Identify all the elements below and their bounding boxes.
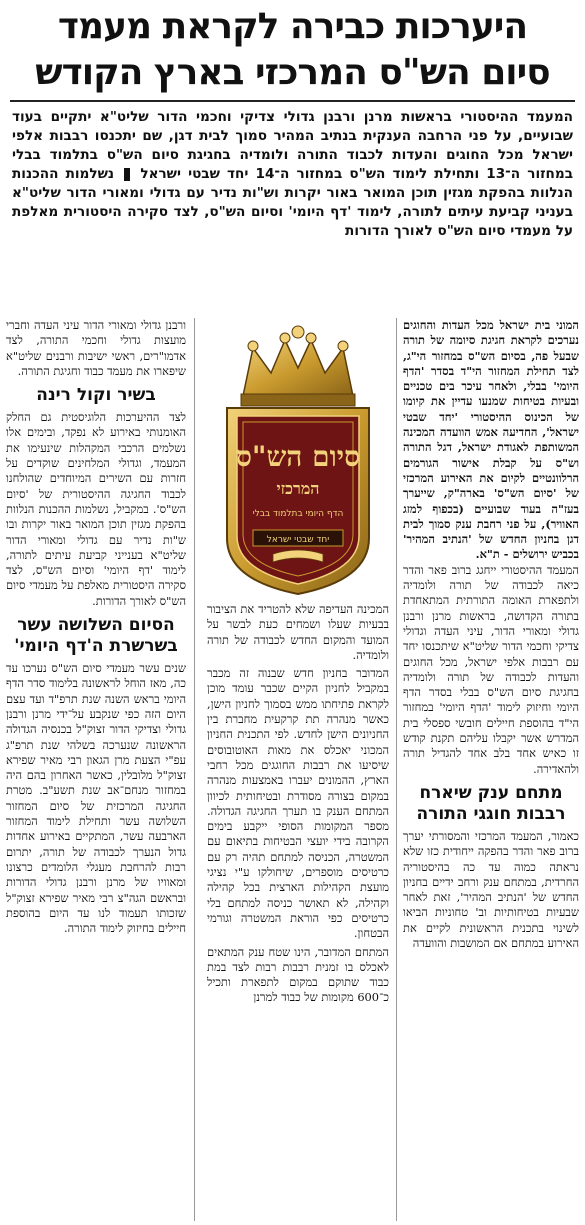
headline-line-2: סיום הש"ס המרכזי בארץ הקודש — [35, 52, 550, 93]
logo-subtitle: המרכזי — [276, 479, 320, 498]
right-paragraph-1: המוני בית ישראל מכל העדות והחוגים נערכים לקראת חגיגת סיומה של תורה שבעל פה, בסיום הש"ס במחזור הי"ג, לצד תחילת המחזור הי"ד בסדר 'הדף היומי' בבלי, ולאחר עיכר בים טכניים ובעיות בטיחות שמנעו עדיין את קיומו של הכינוס ההיסטורי 'יחד שבטי ישראל', החדיעה אמש הוועדה המכינה המשותפת לאגודת ישראל, דגל התורה וש"ס על קבלת אישור הגורמים הרלוונטיים לקיום את האירוע המרכזי של 'סיום הש"ס' בארה"ק, שייערך בעז"ה בעוד שבועיים (בכפוף למזג האוויר), על פני רחבת ענק סמוך לבית דגן בחניון החדש של 'הנתיב המהיר' בכביש ירושלים - ת"א. — [403, 318, 579, 562]
left-paragraph-2: לצד ההיערכות הלוגיסטית גם החלק האומנותי באירוע לא נפקד, ובימים אלו נשלמים הרכבי המקהלות שינעימו את המעמד, וגדולי המלחינים שוקדים על חזרות עם השירים המיוחדים שהולחנו לכבוד החגיגה ההיסטורית של 'סיום הש"ס'. במקביל, נשלמות ההכנות הנלוות בהפקת מגזין תוכן המואר באור יקרות ובו ש"ות נדיר עם גדולי ומאורי הדור שליט"א בענייני קביעת עיתים לתורה, לימוד 'דף היומי' וסיום הש"ס, לצד סקירה היסטורית מאלפת על מעמדי סיום הש"ס לאורך הדורות. — [6, 410, 186, 608]
right-paragraph-2: המעמד ההיסטורי ייחגג ברוב פאר והדר כיאה לכבודה של תורה ולומדיה ולתפארת האומה התורתית המתאחדת בתורה הקדושה, בראשות מרנן ורבנן גדולי ומאורי הדור, עיני העדה וגדולי צדיקי וחכמי הדור שליט"א שיתכנסו יחד עם רבבות אלפי ישראל, מכל החוגים והעדות לכבודה של תורה ולומדיה בחגיגת סיום הש"ס בבלי בסדר הדף היומי וחיזוק לימוד 'הדף היומי' במחזור הי"ד בהוספת חיילים חובשי ספסלי בית המדרש אשר יקבלו עליהם תקנת קודש זו כאיש אחד בלב אחד להגדיל תורה ולהאדירה. — [403, 562, 579, 776]
right-subheading: מתחם ענק שיארח רבבות חוגגי התורה — [416, 782, 566, 824]
right-paragraph-3: כאמור, המעמד המרכזי והמסורתי יערך ברוב פאר והדר בהפקה ייחודית כזו שלא נראתה כמוה עד כה בהיסטוריה החרדית, במתחם ענק ורחב ידיים בחניון החדש של 'הנתיב המהיר', זאת לאחר שבעיות בטיחותיות וב' טחוניות הביאו לשינוי בתכנית הראשונית לקיים את האירוע במתחם אם המושבות והוועדה — [403, 828, 579, 950]
logo-line-2: יחד שבטי ישראל — [266, 535, 330, 545]
column-divider — [396, 318, 397, 1221]
column-divider — [194, 318, 195, 1221]
square-bullet-icon — [124, 168, 130, 181]
lead-text-1: המעמד ההיסטורי בראשות מרנן ורבנן גדולי צדיקי וחכמי הדור שליט"א יתקיים בעוד שבועיים, על פני הרחבה הענקית בנתיב המהיר סמוך לבית דגן, שם יתכנסו רבבות אלפי ישראל מכל החוגים והעדות לכבוד התורה ולומדיה בחגיגת סיום הש"ס בתלמוד בבלי במחזור ה־13 ותחילת לימוד הש"ס במחזור ה־14 יחד שבטי ישראל — [12, 109, 574, 182]
logo-line-1: הדף היומי בתלמוד בבלי — [252, 509, 344, 519]
middle-paragraph-1: המכינה העדיפה שלא להטריד את הציבור בבעיות שעלו ושמחים כעת לבשר על המועד והמקום החדש לכבודה של תורה ולומדיה. — [207, 602, 389, 662]
lead-text-2: נשלמות ההכנות הנלוות בהפקת מגזין תוכן המואר באור יקרות וש"ות נדיר עם גדולי ומאורי הדור שליט"א בעניני קביעת עיתים לתורה, לימוד 'דף היומי' וסיום הש"ס, לצד סקירה היסטורית מאלפת על מעמדי סיום הש"ס לאורך הדורות — [12, 166, 573, 239]
logo-title: סיום הש"ס — [235, 440, 361, 473]
lead-paragraph — [6, 102, 579, 245]
middle-paragraph-3: המתחם המדובר, הינו שטח ענק המתאים לאכלס בו זמנית רבבות רבות לצד במת כבוד שתוקם במקום לתפארת ותכיל כ־600 מקומות של כבוד למרנן — [207, 944, 389, 1005]
middle-paragraph-2: המדובר בחניון חדש שבנוה זה מכבר במקביל לחניון הקיים שכבר עומד מוכן לקראת פתיחתו ממש בסמוך לחניון הישן, כאשר מנהרה תת קרקעית מחברת בין החניונים הישן לחדש. לפי התכנית החניון המכוני יאכלס את מאות האוטובוסים שיסיעו את רבבות החוגגים מכל רחבי הארץ, ההמונים יעברו באמצעות מנהרה במקום בצורה מסודרת ובטיחותית לכיוון המתחם הענק בו תערך החגיגה הגדולה. מספר המקומות הסופי ייקבע בימים הקרובה בידי יועצי הבטיחות בתיאום עם המשטרה, הכניסה למתחם תהיה רק עם כרטיסים מוספרים, שיחולקו ע"י נציגי מועצת הקהילות הארצית בכל קהילה וקהילה, לא תאושר כניסה למתחם בלי כרטיסים כפי הוראת המשטרה וגורמי הבטחון. — [207, 666, 389, 941]
newspaper-page — [0, 4, 585, 1225]
left-subheading-1: בשיר וקול רינה — [36, 385, 156, 406]
crown-emblem-icon — [213, 318, 383, 598]
column-right — [403, 318, 579, 1221]
column-middle — [207, 318, 389, 1221]
siyum-logo — [207, 318, 389, 602]
article-columns — [6, 318, 579, 1221]
left-paragraph-1: ורבנן גדולי ומאורי הדור עיני העדה וחברי מועצות גדולי וחכמי התורה, לצד אדמו"רים, ראשי ישיבות ורבנים שליט"א שיפארו את מעמד כבוד וחגיגת התורה. — [6, 318, 186, 378]
left-subheading-2: הסיום השלושה עשר בשרשרת ה'דף היומי' — [14, 615, 178, 657]
left-paragraph-3: שנים עשר מעמדי סיום הש"ס נערכו עד כה, מאז הוחל לראשונה בלימוד סדר הדף היומי בראש השנה שנת תרפ"ד ועד עצם היום הזה כפי שנקבע על־ידי מרנן ורבנן גדולי וצדיקי הדור זצוק"ל בכנסיה הגדולה הראשונה שנערכה בשלהי שנת תרפ"ג עפ"י הצעת מרן הגאון רבי מאיר שפירא זצוק"ל מלובלין, כאשר האחרון בהם היה במחזור מנחם־אב שנת תשע"ב. מטרת החגיגה המרכזית של סיום המחזור השלושה עשר ותחילת לימוד המחזור הארבעה עשר, המתקיים באירוע אחדות גדול הנערך לכבודה של תורה, יתרום רבות להרחבת מעגלי הלומדים כרצונו ומאוויו של מרנן ורבנן גדולי הדורות ובראשם הגה"צ רבי מאיר שפירא זצוק"ל שזכותו תעמוד לנו עד היום בהוספת חיילים בחיזוק לימוד התורה. — [6, 661, 186, 936]
headline-line-1: היערכות כבירה לקראת מעמד — [57, 6, 528, 47]
column-left — [6, 318, 186, 1221]
